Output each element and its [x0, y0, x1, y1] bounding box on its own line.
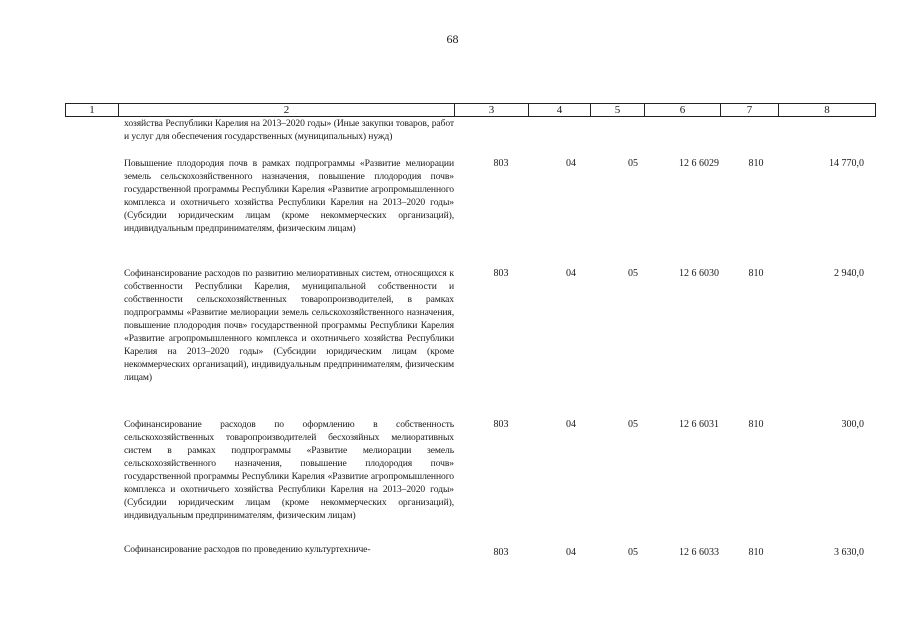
column-header-3: 3 [455, 104, 529, 117]
cell-code-5: 05 [628, 419, 638, 430]
row-description: Софинансирование расходов по проведению культуртехниче- [124, 544, 371, 555]
cell-code-6: 12 6 6029 [679, 158, 719, 169]
column-header-7: 7 [721, 104, 779, 117]
cell-code-7: 810 [748, 268, 764, 279]
column-header-6: 6 [645, 104, 721, 117]
cell-code-4: 04 [566, 419, 576, 430]
row-description: хозяйства Республики Карелия на 2013–2020 годы» (Иные закупки товаров, работ и услуг для обеспечения государственных (муниципальных) нужд) [124, 118, 454, 142]
cell-code-5: 05 [628, 158, 638, 169]
cell-amount: 2 940,0 [834, 268, 864, 279]
cell-code-6: 12 6 6031 [679, 419, 719, 430]
cell-amount: 300,0 [841, 419, 864, 430]
column-header-8: 8 [779, 104, 876, 117]
cell-code-4: 04 [566, 268, 576, 279]
column-header-5: 5 [591, 104, 645, 117]
row-description: Софинансирование расходов по развитию мелиоративных систем, относящихся к собственности Республики Карелия, муниципальной собственности и собственности сельскохозяйственных товаропроизводителей, в рамках подпрограммы «Развитие мелиорации земель сельскохозяйственного назначения, повышение плодородия почв» государственной программы Республики Карелия «Развитие агропромышленного комплекса и охотничьего хозяйства Республики Карелия на 2013–2020 годы» (Субсидии юридическим лицам (кроме некоммерческих организаций), индивидуальным предпринимателям, физическим лицам) [124, 268, 454, 383]
cell-amount: 14 770,0 [829, 158, 864, 169]
column-header-1: 1 [66, 104, 119, 117]
cell-code-3: 803 [493, 547, 509, 558]
row-description: Софинансирование расходов по оформлению в собственность сельскохозяйственных товаропроизводителей бесхозяйных мелиоративных систем в рамках подпрограммы «Развитие мелиорации земель сельскохозяйственного назначения, повышение плодородия почв» государственной программы Республики Карелия «Развитие агропромышленного комплекса и охотничьего хозяйства Республики Карелия на 2013–2020 годы» (Субсидии юридическим лицам (кроме некоммерческих организаций), индивидуальным предпринимателям, физическим лицам) [124, 419, 454, 521]
page-number: 68 [446, 32, 459, 46]
cell-code-3: 803 [493, 158, 509, 169]
cell-code-5: 05 [628, 547, 638, 558]
cell-code-5: 05 [628, 268, 638, 279]
cell-code-6: 12 6 6030 [679, 268, 719, 279]
cell-amount: 3 630,0 [834, 547, 864, 558]
cell-code-6: 12 6 6033 [679, 547, 719, 558]
column-header-4: 4 [529, 104, 591, 117]
cell-code-7: 810 [748, 547, 764, 558]
cell-code-3: 803 [493, 419, 509, 430]
cell-code-4: 04 [566, 547, 576, 558]
cell-code-4: 04 [566, 158, 576, 169]
cell-code-7: 810 [748, 158, 764, 169]
cell-code-3: 803 [493, 268, 509, 279]
column-header-2: 2 [119, 104, 455, 117]
cell-code-7: 810 [748, 419, 764, 430]
row-description: Повышение плодородия почв в рамках подпрограммы «Развитие мелиорации земель сельскохозяйственного назначения, повышение плодородия почв» государственной программы Республики Карелия «Развитие агропромышленного комплекса и охотничьего хозяйства Республики Карелия на 2013–2020 годы» (Субсидии юридическим лицам (кроме некоммерческих организаций), индивидуальным предпринимателям, физическим лицам) [124, 158, 454, 234]
